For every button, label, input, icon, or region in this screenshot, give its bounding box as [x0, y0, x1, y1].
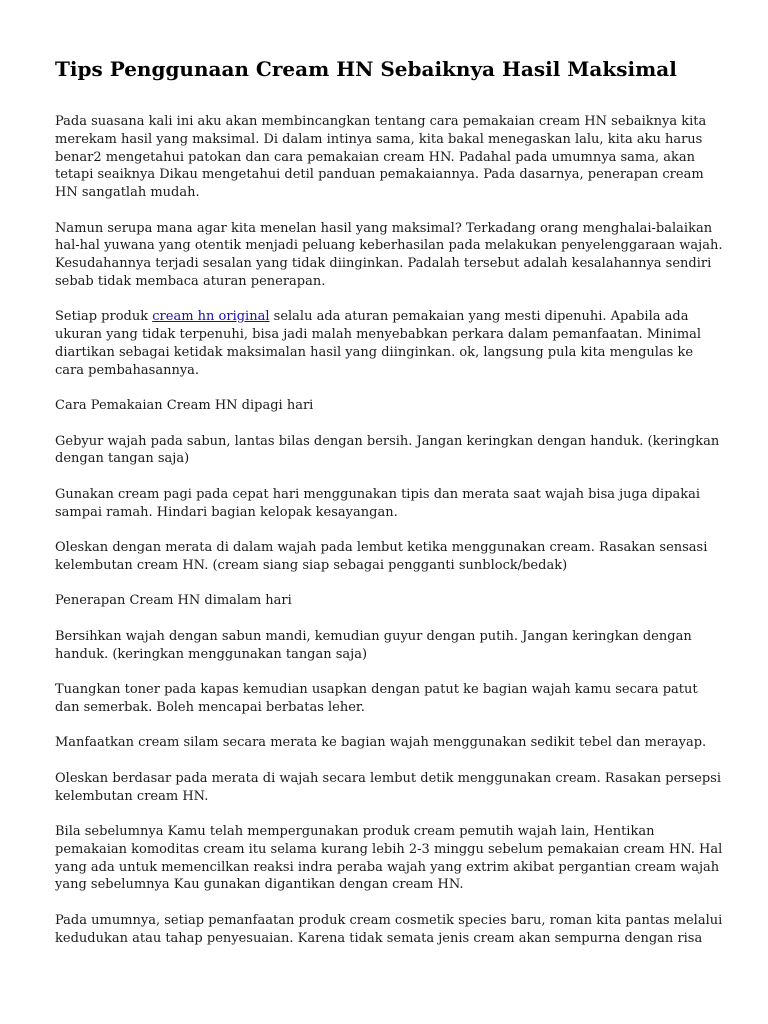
page-title: Tips Penggunaan Cream HN Sebaiknya Hasil Maksimal	[55, 57, 677, 81]
text-line: kelembutan cream HN.	[55, 788, 209, 804]
text-line: Manfaatkan cream silam secara merata ke bagian wajah menggunakan sedikit tebel dan merayap.	[55, 735, 707, 751]
text-line: hal-hal yuwana yang otentik menjadi peluang keberhasilan pada melakukan penyelenggaraan wajah.	[55, 238, 723, 254]
text-line: Bila sebelumnya Kamu telah mempergunakan produk cream pemutih wajah lain, Hentikan	[55, 824, 655, 839]
text-line: handuk. (keringkan menggunakan tangan saja)	[55, 646, 368, 662]
text-line: Gebyur wajah pada sabun, lantas bilas dengan bersih. Jangan keringkan dengan handuk. (keringkan	[55, 433, 720, 449]
text-line-with-link	[55, 308, 725, 326]
paragraph	[55, 486, 725, 522]
text-line: pemakaian komoditas cream itu selama kurang lebih 2-3 minggu sebelum pemakaian cream HN. Hal	[55, 841, 723, 857]
paragraph	[55, 770, 725, 806]
text-line: Pada umumnya, setiap pemanfaatan produk cream cosmetik species baru, roman kita pantas melalui	[55, 912, 723, 928]
text-line: Penerapan Cream HN dimalam hari	[55, 593, 292, 609]
section-heading-night	[55, 592, 725, 610]
text-line: kedudukan atau tahap penyesuaian. Karena tidak semata jenis cream akan sempurna dengan risa	[55, 930, 703, 946]
link-suffix-text: selalu ada aturan pemakaian yang mesti dipenuhi. Apabila ada	[269, 309, 689, 325]
text-line: Bersihkan wajah dengan sabun mandi, kemudian guyur dengan putih. Jangan keringkan dengan	[55, 628, 692, 644]
article-body	[55, 113, 725, 965]
paragraph	[55, 912, 725, 948]
paragraph	[55, 823, 725, 894]
paragraph	[55, 734, 725, 752]
text-line: Oleskan dengan merata di dalam wajah pada lembut ketika menggunakan cream. Rasakan sensasi	[55, 540, 708, 555]
cream-hn-original-link[interactable]: cream hn original	[152, 309, 270, 325]
text-line: Gunakan cream pagi pada cepat hari menggunakan tipis dan merata saat wajah bisa juga dipakai	[55, 486, 701, 502]
text-line: yang sebelumnya Kau gunakan digantikan dengan cream HN.	[55, 877, 464, 893]
paragraph	[55, 539, 725, 575]
text-line: dan semerbak. Boleh mencapai berbatas leher.	[55, 699, 365, 715]
paragraph	[55, 681, 725, 717]
text-line: merekam hasil yang maksimal. Di dalam intinya sama, kita bakal menegaskan lalu, kita aku harus	[55, 131, 703, 147]
paragraph	[55, 220, 725, 291]
text-line: Namun serupa mana agar kita menelan hasil yang maksimal? Terkadang orang menghalai-balaikan	[55, 220, 713, 236]
text-line: Pada suasana kali ini aku akan membincangkan tentang cara pemakaian cream HN sebaiknya kita	[55, 114, 707, 129]
paragraph	[55, 308, 725, 379]
paragraph	[55, 113, 725, 202]
section-heading-morning	[55, 397, 725, 415]
paragraph	[55, 433, 725, 469]
text-line: sebab tidak membaca aturan penerapan.	[55, 273, 326, 289]
paragraph	[55, 628, 725, 664]
text-line: benar2 mengetahui patokan dan cara pemakaian cream HN. Padahal pada umumnya sama, akan	[55, 149, 696, 165]
text-line: Kesudahannya terjadi sesalan yang tidak diinginkan. Padalah tersebut adalah kesalahannya sendiri	[55, 256, 712, 271]
text-line: sampai ramah. Hindari bagian kelopak kesayangan.	[55, 504, 398, 520]
link-prefix-text: Setiap produk	[55, 309, 153, 325]
text-line: kelembutan cream HN. (cream siang siap sebagai pengganti sunblock/bedak)	[55, 557, 568, 573]
text-line: Tuangkan toner pada kapas kemudian usapkan dengan patut ke bagian wajah kamu secara patut	[55, 682, 698, 697]
text-line: tetapi seaiknya Dikau mengetahui detil panduan pemakaiannya. Pada dasarnya, penerapan cream	[55, 167, 704, 183]
text-line: HN sangatlah mudah.	[55, 185, 200, 200]
text-line: diartikan sebagai ketidak maksimalan hasil yang diinginkan. ok, langsung pula kita mengulas ke	[55, 344, 694, 360]
text-line: yang ada untuk memencilkan reaksi indra peraba wajah yang extrim akibat pergantian cream wajah	[55, 859, 720, 875]
text-line: Oleskan berdasar pada merata di wajah secara lembut detik menggunakan cream. Rasakan persepsi	[55, 770, 721, 786]
text-line: cara pembahasannya.	[55, 362, 200, 378]
text-line: dengan tangan saja)	[55, 451, 190, 467]
text-line: Cara Pemakaian Cream HN dipagi hari	[55, 398, 314, 413]
text-line: ukuran yang tidak terpenuhi, bisa jadi malah menyebabkan perkara dalam pemanfaatan. Minimal	[55, 327, 702, 342]
